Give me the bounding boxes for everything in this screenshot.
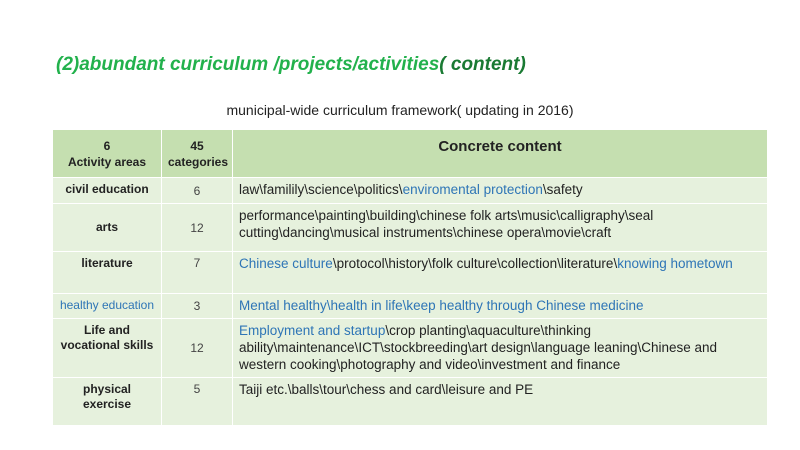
row-content — [233, 252, 768, 294]
table-row — [53, 319, 768, 378]
content-segment: enviromental protection — [402, 182, 543, 197]
header-categories — [162, 130, 233, 178]
row-area: Life and vocational skills — [53, 319, 162, 378]
heading-paren: ( content) — [439, 54, 526, 75]
row-count: 12 — [162, 319, 233, 378]
table-row — [53, 204, 768, 252]
row-content — [233, 178, 768, 204]
row-content — [233, 378, 768, 426]
row-area: arts — [53, 204, 162, 252]
table-header-row — [53, 130, 768, 178]
header-categories-label: categories — [168, 154, 229, 169]
content-segment: Employment and startup — [239, 323, 386, 338]
row-area: physical exercise — [53, 378, 162, 426]
content-segment: Taiji etc.\balls\tour\chess and card\leisure and PE — [239, 382, 534, 397]
content-segment: \protocol\history\folk culture\collection\literature\ — [332, 256, 618, 271]
row-content — [233, 319, 768, 378]
heading-main: (2)abundant curriculum /projects/activities — [56, 54, 440, 75]
content-segment: \safety — [542, 182, 583, 197]
header-areas-label: Activity areas — [67, 154, 147, 169]
row-count: 7 — [162, 252, 233, 294]
header-activity-areas — [53, 130, 162, 178]
header-areas-count: 6 — [103, 138, 111, 153]
table-row — [53, 294, 768, 319]
table-row — [53, 378, 768, 426]
header-concrete-content: Concrete content — [233, 130, 768, 178]
row-area: civil education — [53, 178, 162, 204]
content-segment: Chinese culture — [239, 256, 333, 271]
row-count: 5 — [162, 378, 233, 426]
row-area: healthy education — [53, 294, 162, 319]
row-count: 12 — [162, 204, 233, 252]
curriculum-table — [52, 129, 768, 426]
content-segment: knowing hometown — [617, 256, 733, 271]
content-segment: performance\painting\building\chinese folk arts\music\calligraphy\seal cutting\dancing\musical instruments\chinese opera\movie\craft — [239, 208, 654, 240]
row-content — [233, 294, 768, 319]
content-segment: law\familily\science\politics\ — [239, 182, 403, 197]
content-segment: Mental healthy\health in life\keep healthy through Chinese medicine — [239, 298, 644, 313]
content-segment: \crop planting\aquaculture\thinking ability\maintenance\ICT\stockbreeding\art design\language leaning\Chinese and western cooking\photography and video\investment and finance — [239, 323, 718, 372]
table-row — [53, 252, 768, 294]
row-count: 3 — [162, 294, 233, 319]
framework-subtitle: municipal-wide curriculum framework( updating in 2016) — [226, 102, 574, 118]
table-row — [53, 178, 768, 204]
row-content — [233, 204, 768, 252]
header-categories-count: 45 — [190, 138, 204, 153]
row-count: 6 — [162, 178, 233, 204]
row-area: literature — [53, 252, 162, 294]
page-heading — [56, 54, 526, 76]
